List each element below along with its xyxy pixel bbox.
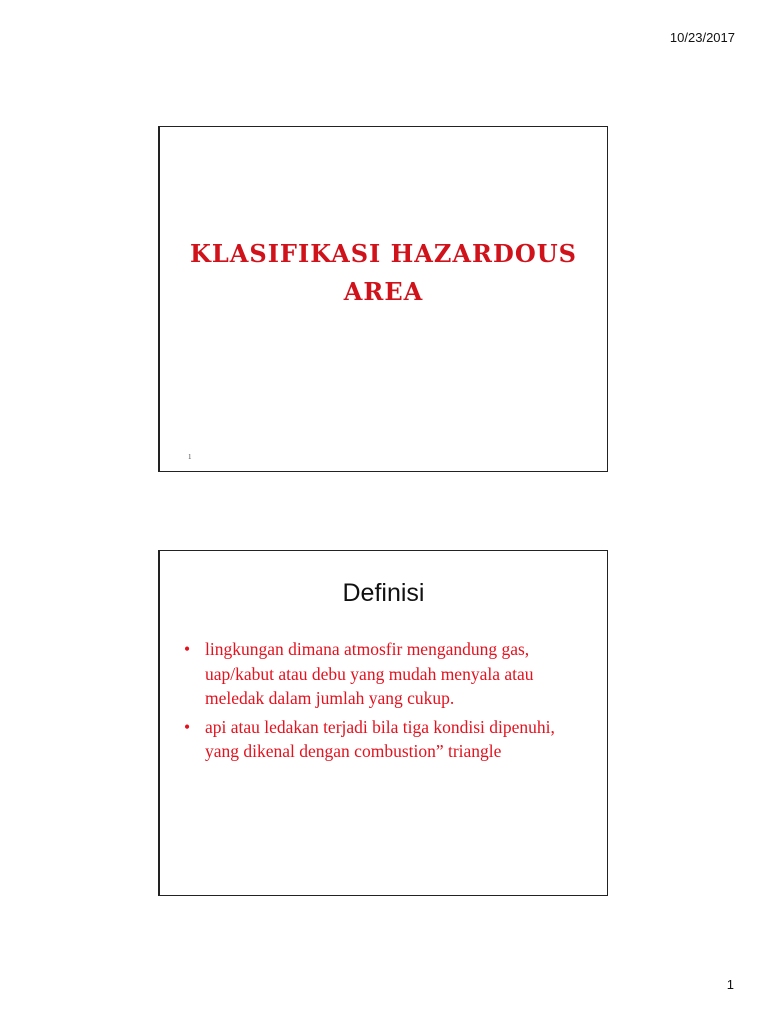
slide-title-card <box>158 126 608 472</box>
list-item <box>184 637 567 711</box>
definition-heading: Definisi <box>342 579 425 607</box>
definition-bullet-list <box>184 637 567 768</box>
slide-title-line-1: KLASIFIKASI HAZARDOUS <box>190 239 577 268</box>
slide-definition <box>158 550 608 896</box>
slide-title <box>160 235 607 311</box>
slide-title-line-2: AREA <box>343 277 424 306</box>
page-number: 1 <box>726 977 734 992</box>
bullet-text: lingkungan dimana atmosfir mengandung gas, uap/kabut atau debu yang mudah menyala atau meledak dalam jumlah yang cukup. <box>205 639 534 708</box>
bullet-text: api atau ledakan terjadi bila tiga kondisi dipenuhi, yang dikenal dengan combustion” triangle <box>205 716 555 761</box>
list-item <box>184 715 567 764</box>
bullet-icon: • <box>184 639 191 659</box>
bullet-icon: • <box>184 716 191 737</box>
slide-number: 1 <box>188 453 192 461</box>
page-date: 10/23/2017 <box>669 30 735 45</box>
